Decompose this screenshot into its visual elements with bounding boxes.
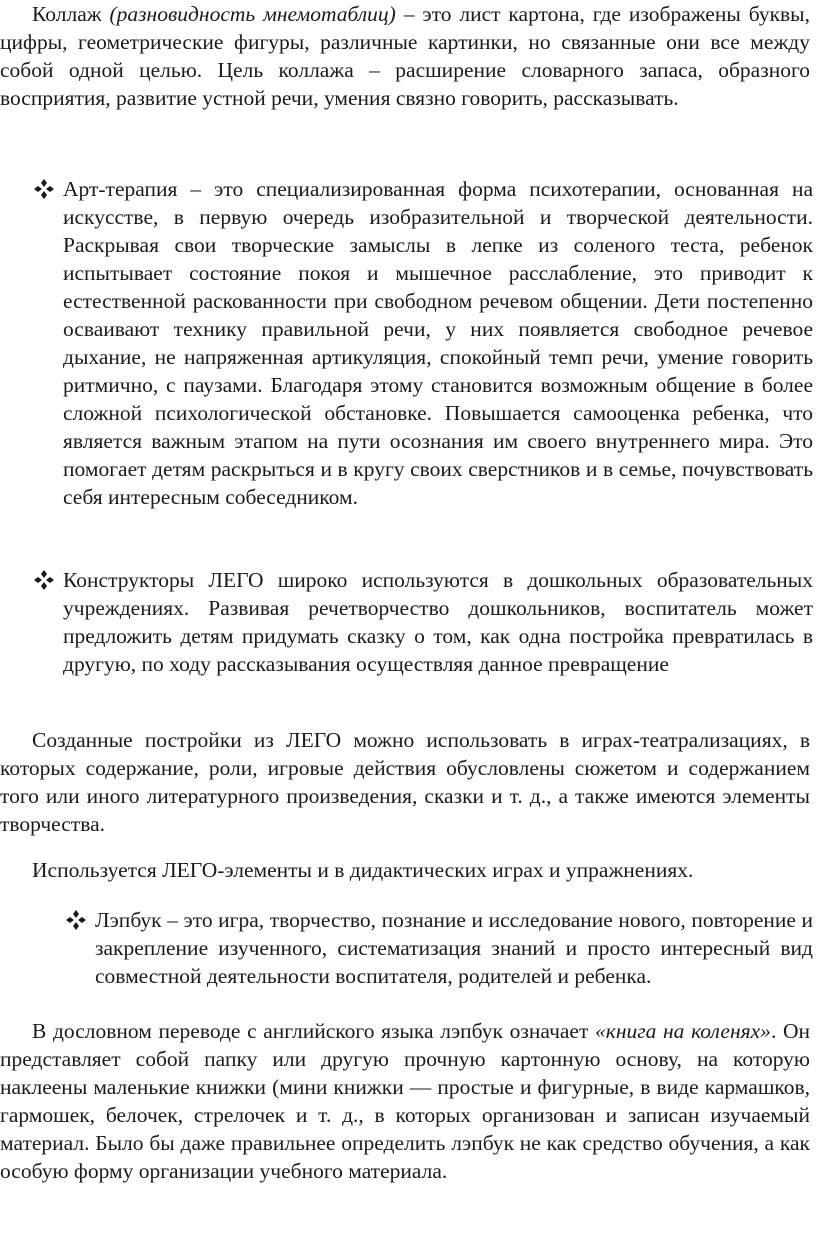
lego-games-text: Созданные постройки из ЛЕГО можно использовать в играх-театрализациях, в которых содержание, роли, игровые действия обусловлены сюжетом и содержанием того или иного литературного произведения, сказки и т. д., а также имеются элементы творчества. — [0, 728, 810, 836]
collage-text: – это лист картона, где изображены буквы, цифры, геометрические фигуры, различные картинки, но связанные они все между собой одной целью. Цель коллажа – расширение словарного запаса, образного восприятия, развитие устной речи, умения связно говорить, рассказывать. — [0, 2, 810, 110]
art-therapy-text: Арт-терапия – это специализированная форма психотерапии, основанная на искусстве, в первую очередь изобразительной и творческой деятельности. Раскрывая свои творческие замыслы в лепке из соленого теста, ребенок испытывает состояние покоя и мышечное расслабление, это приводит к естественной раскованности при свободном речевом общении. Дети постепенно осваивают технику правильной речи, у них появляется свободное речевое дыхание, не напряженная артикуляция, спокойный темп речи, умение говорить ритмично, с паузами. Благодаря этому становится возможным общение в более сложной психологической обстановке. Повышается самооценка ребенка, что является важным этапом на пути осознания им своего внутреннего мира. Это помогает детям раскрыться и в кругу своих сверстников и в семье, почувствовать себя интересным собеседником. — [63, 177, 813, 509]
four-diamond-bullet-icon — [65, 909, 87, 931]
collage-italic-note: (разновидность мнемотаблиц) — [109, 2, 396, 26]
paragraph-lego-didactic — [0, 856, 810, 884]
collage-term: Коллаж — [32, 2, 102, 26]
lapbook-translation-lead: В дословном переводе с английского языка лэпбук означает — [32, 1019, 596, 1043]
paragraph-lego-games — [0, 726, 810, 838]
lego-didactic-text: Используется ЛЕГО-элементы и в дидактических играх и упражнениях. — [32, 858, 694, 882]
bullet-lapbook — [95, 906, 813, 990]
bullet-art-therapy — [63, 175, 813, 511]
lapbook-italic-phrase: «книга на коленях» — [595, 1019, 771, 1043]
bullet-lego — [63, 566, 813, 678]
paragraph-lapbook-translation — [0, 1017, 810, 1185]
lapbook-text: Лэпбук – это игра, творчество, познание и исследование нового, повторение и закрепление изученного, систематизация знаний и просто интересный вид совместной деятельности воспитателя, родителей и ребенка. — [95, 908, 813, 988]
four-diamond-bullet-icon — [33, 569, 55, 591]
paragraph-collage — [0, 0, 810, 112]
four-diamond-bullet-icon — [33, 178, 55, 200]
lapbook-translation-text: . Он представляет собой папку или другую прочную картонную основу, на которую наклеены маленькие книжки (мини книжки — простые и фигурные, в виде кармашков, гармошек, белочек, стрелочек и т. д., в которых организован и записан изучаемый материал. Было бы даже правильнее определить лэпбук не как средство обучения, а как особую форму организации учебного материала. — [0, 1019, 810, 1183]
lego-text: Конструкторы ЛЕГО широко используются в дошкольных образовательных учреждениях. Развивая речетворчество дошкольников, воспитатель может предложить детям придумать сказку о том, как одна постройка превратилась в другую, по ходу рассказывания осуществляя данное превращение — [63, 568, 813, 676]
